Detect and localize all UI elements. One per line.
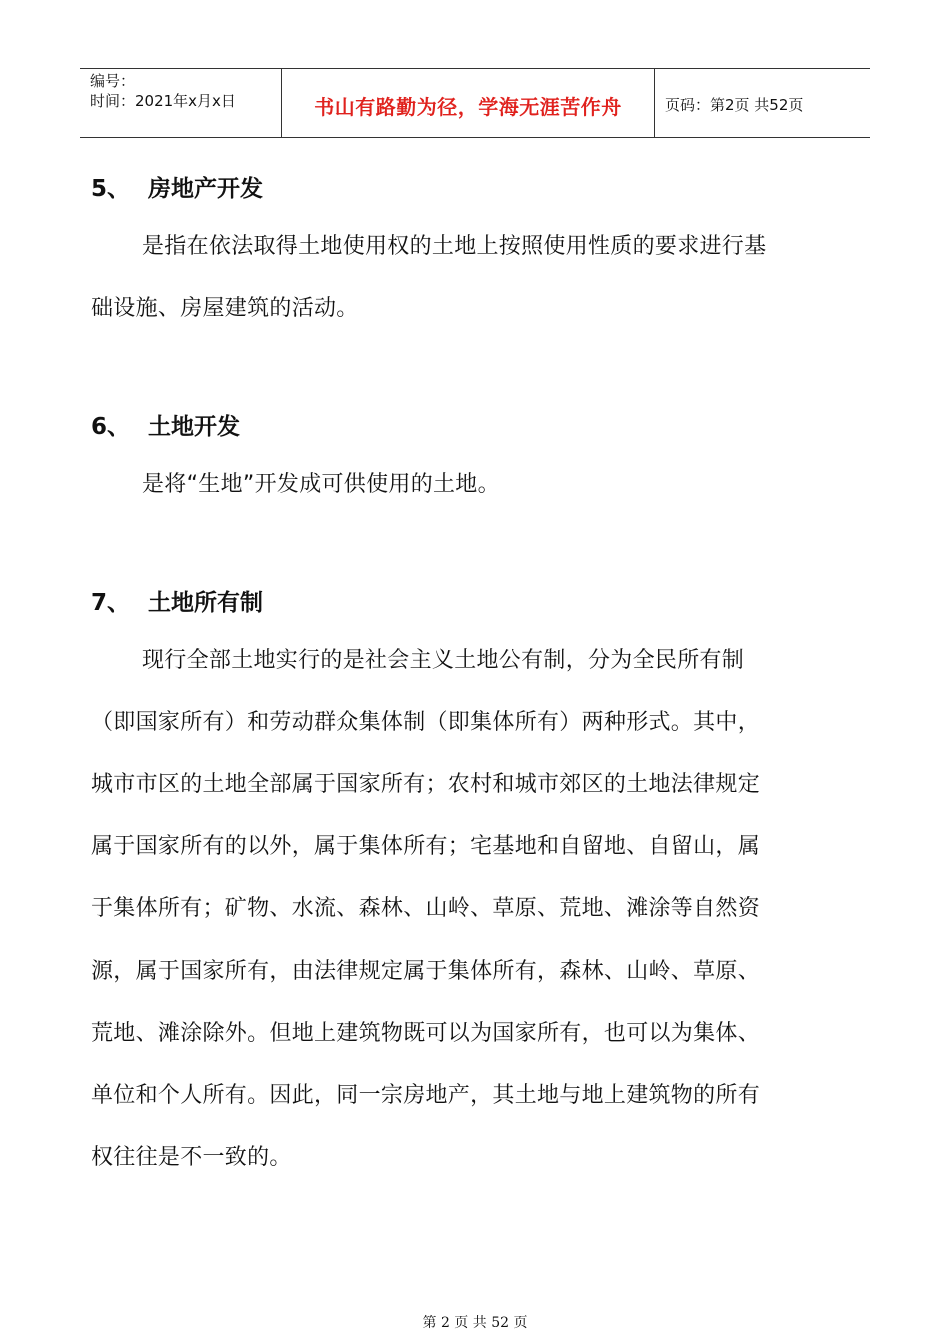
motto-text: 书山有路勤为径，学海无涯苦作舟 <box>314 95 622 119</box>
paragraph-line: 权往往是不一致的。 <box>91 1145 292 1170</box>
section-title: 房地产开发 <box>148 176 263 202</box>
paragraph-line: 础设施、房屋建筑的活动。 <box>91 296 359 321</box>
section-title: 土地所有制 <box>148 590 263 616</box>
section-title: 土地开发 <box>148 414 240 440</box>
header-meta-cell <box>80 69 281 137</box>
paragraph-line: 源，属于国家所有，由法律规定属于集体所有，森林、山岭、草原、 <box>91 959 761 984</box>
page-footer: 第 2 页 共 52 页 <box>422 1315 528 1331</box>
section-number: 6、 <box>91 414 131 440</box>
paragraph-line: 现行全部土地实行的是社会主义土地公有制，分为全民所有制 <box>142 648 745 673</box>
section-heading-7 <box>91 584 263 617</box>
paragraph-line: 荒地、滩涂除外。但地上建筑物既可以为国家所有，也可以为集体、 <box>91 1021 761 1046</box>
paragraph-line: 属于国家所有的以外，属于集体所有；宅基地和自留地、自留山，属 <box>91 834 761 859</box>
paragraph-line: 城市市区的土地全部属于国家所有；农村和城市郊区的土地法律规定 <box>91 772 761 797</box>
document-header <box>80 68 870 138</box>
paragraph-line: 于集体所有；矿物、水流、森林、山岭、草原、荒地、滩涂等自然资 <box>91 896 761 921</box>
paragraph-line: 是指在依法取得土地使用权的土地上按照使用性质的要求进行基 <box>142 234 767 259</box>
section-number: 5、 <box>91 176 131 202</box>
header-page-cell <box>655 69 870 137</box>
date-label: 时间：2021年x月x日 <box>90 92 236 110</box>
paragraph-line: （即国家所有）和劳动群众集体制（即集体所有）两种形式。其中， <box>91 710 761 735</box>
section-heading-5 <box>91 170 263 203</box>
header-page-info: 页码：第2页 共52页 <box>665 96 804 114</box>
section-heading-6 <box>91 408 240 441</box>
paragraph-line: 单位和个人所有。因此，同一宗房地产，其土地与地上建筑物的所有 <box>91 1083 761 1108</box>
serial-number-label: 编号： <box>90 72 136 90</box>
section-number: 7、 <box>91 590 131 616</box>
paragraph-line: 是将“生地”开发成可供使用的土地。 <box>142 472 500 497</box>
header-motto-cell <box>281 69 655 137</box>
